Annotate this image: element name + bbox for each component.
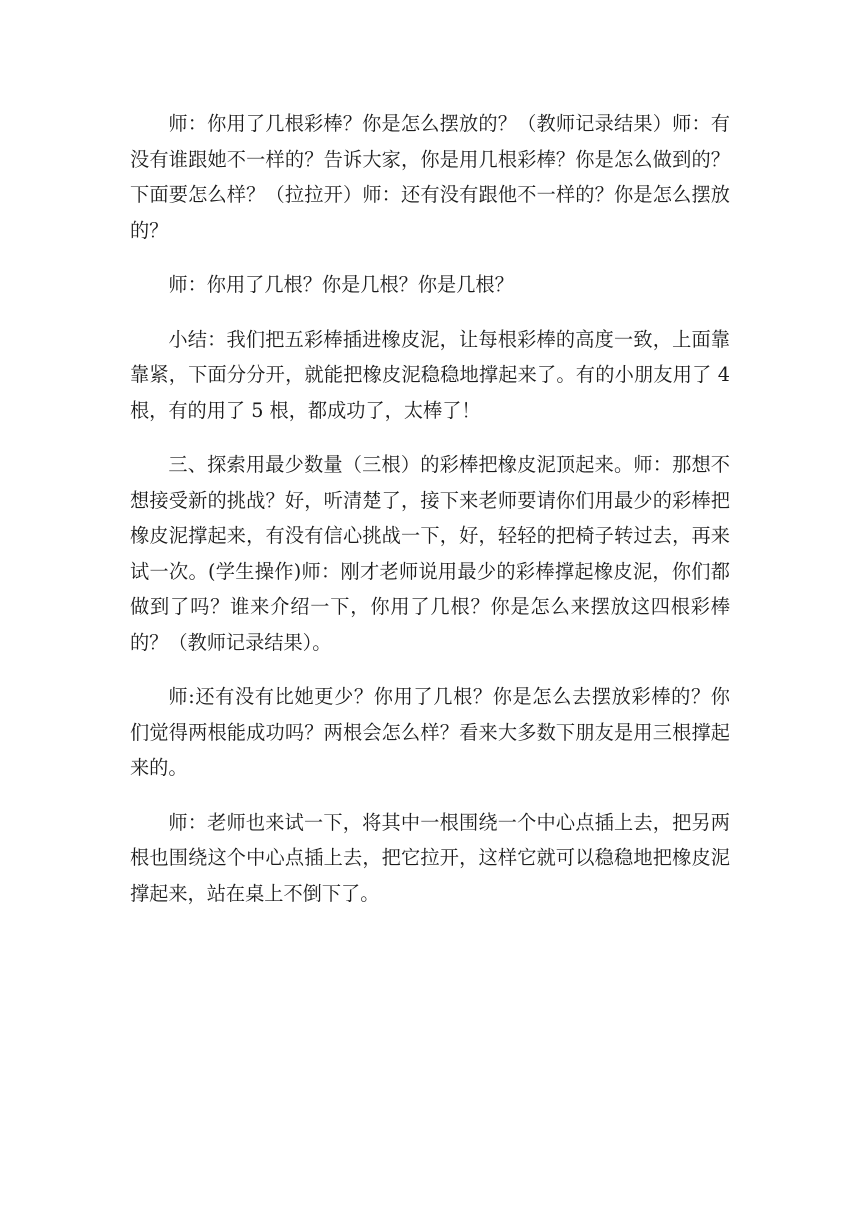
paragraph-teacher-questions: 师：你用了几根彩棒？你是怎么摆放的？（教师记录结果）师：有没有谁跟她不一样的？告诉大家，你是用几根彩棒？你是怎么做到的？下面要怎么样？（拉拉开）师：还有没有跟他不一样的？你是怎么摆放的？ [130, 112, 730, 242]
paragraph-summary: 小结：我们把五彩棒插进橡皮泥，让每根彩棒的高度一致，上面靠靠紧，下面分分开，就能把橡皮泥稳稳地撑起来了。有的小朋友用了 4 根，有的用了 5 根，都成功了，太棒了！ [130, 327, 730, 422]
document-body [130, 106, 730, 930]
paragraph-fewer-sticks: 师:还有没有比她更少？你用了几根？你是怎么去摆放彩棒的？你们觉得两根能成功吗？两根会怎么样？看来大多数下朋友是用三根撑起来的。 [130, 685, 730, 779]
paragraph-teacher-count: 师：你用了几根？你是几根？你是几根？ [168, 273, 514, 296]
paragraph-section-three: 三、探索用最少数量（三根）的彩棒把橡皮泥顶起来。师：那想不想接受新的挑战？好，听清楚了，接下来老师要请你们用最少的彩棒把橡皮泥撑起来，有没有信心挑战一下，好，轻轻的把椅子转过去，再来试一次。(学生操作)师：刚才老师说用最少的彩棒撑起橡皮泥，你们都做到了吗？谁来介绍一下，你用了几根？你是怎么来摆放这四根彩棒的？（教师记录结果）。 [130, 453, 730, 654]
paragraph-teacher-demo: 师：老师也来试一下，将其中一根围绕一个中心点插上去，把另两根也围绕这个中心点插上去，把它拉开，这样它就可以稳稳地把橡皮泥撑起来，站在桌上不倒下了。 [130, 810, 730, 905]
